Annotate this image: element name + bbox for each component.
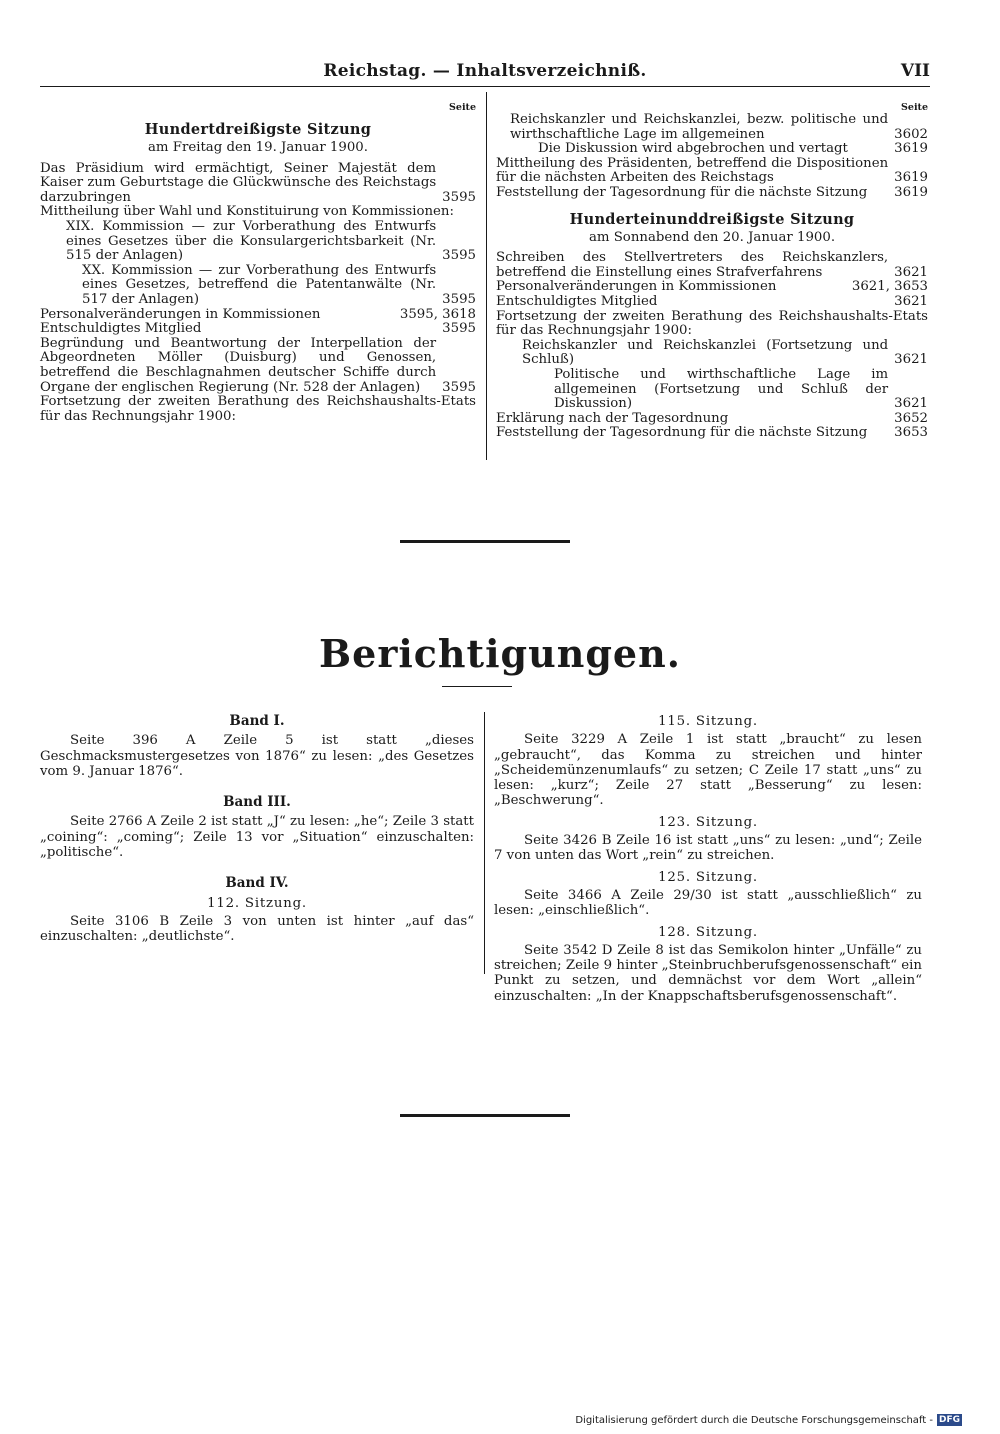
toc-entry-text: Das Präsidium wird ermächtigt, Seiner Majestät dem Kaiser zum Geburtstage die Glückwünsche des Reichstags darzubringen (40, 160, 437, 205)
correction-session-123: Seite 3426 B Zeile 16 ist statt „uns“ zu lesen: „und“; Zeile 7 von unten das Wort „rein“ zu streichen. (494, 833, 922, 864)
section-divider-rule (400, 540, 570, 543)
session-date-131: am Sonnabend den 20. Januar 1900. (588, 229, 836, 245)
toc-right-entries (496, 251, 928, 441)
toc-entry-text: Feststellung der Tagesordnung für die nächste Sitzung (496, 425, 868, 441)
toc-entry-text: Entschuldigtes Mitglied (40, 321, 202, 337)
toc-entry-page: 3621 (894, 396, 928, 412)
toc-entry-page: 3621 (894, 352, 928, 368)
session-title-131: Hunderteinunddreißigste Sitzung (569, 210, 855, 228)
page-number: VII (900, 61, 930, 81)
correction-band-3: Seite 2766 A Zeile 2 ist statt „J“ zu lesen: „he“; Zeile 3 statt „coining“: „coming“; Zeile 13 vor „Situation“ einzuschalten: „politische“. (40, 814, 474, 861)
session-date-130: am Freitag den 19. Januar 1900. (148, 140, 368, 155)
footer-credit-text: Digitalisierung gefördert durch die Deutsche Forschungsgemeinschaft - (575, 1414, 933, 1426)
session-sub-112: 112. Sitzung. (207, 895, 307, 911)
footer-credit (575, 1414, 962, 1426)
toc-entry (496, 412, 928, 427)
toc-entry (496, 280, 928, 295)
dfg-logo-icon: DFG (938, 1415, 960, 1425)
toc-entry-text: Begründung und Beantwortung der Interpellation der Abgeordneten Möller (Duisburg) und Genossen, betreffend die Beschlagnahmen deutscher Schiffe durch Organe der englischen Regierung (Nr. 528 der Anlagen) (40, 335, 437, 395)
toc-entry-page: 3621 (894, 264, 928, 280)
corrections-title: Berichtigungen. (319, 631, 681, 676)
toc-entry-text: XX. Kommission — zur Vorberathung des Entwurfs eines Gesetzes, betreffend die Patentanwälte (Nr. 517 der Anlagen) (82, 262, 437, 307)
end-divider-rule (400, 1114, 570, 1117)
toc-entry-text: Fortsetzung der zweiten Berathung des Reichshaushalts-Etats für das Rechnungsjahr 1900: (40, 394, 476, 424)
toc-entry-page: 3595 (442, 248, 476, 264)
toc-entry (40, 264, 476, 308)
corrections-right-column (494, 712, 922, 1010)
toc-entry (40, 395, 476, 424)
toc-left-column (40, 102, 476, 424)
toc-entry (496, 368, 928, 412)
toc-entry (496, 142, 928, 157)
seite-label: Seite (449, 102, 476, 113)
toc-entry-page: 3621 (894, 293, 928, 309)
toc-entry (40, 337, 476, 395)
toc-entry-text: Reichskanzler und Reichskanzlei, bezw. politische und wirthschaftliche Lage im allgemeinen (510, 112, 889, 142)
column-divider-bottom (484, 712, 485, 974)
toc-entry-page: 3653 (894, 425, 928, 441)
toc-entry-page: 3619 (894, 170, 928, 186)
toc-entry-text: Fortsetzung der zweiten Berathung des Reichshaushalts-Etats für das Rechnungsjahr 1900: (496, 308, 928, 339)
volume-title-band-1: Band I. (229, 713, 285, 729)
toc-entry (496, 310, 928, 339)
toc-entry-page: 3595 (442, 321, 476, 337)
toc-entry-text: Politische und wirthschaftliche Lage im allgemeinen (Fortsetzung und Schluß der Diskussion) (554, 366, 889, 412)
corrections-left-column (40, 712, 474, 961)
correction-session-128: Seite 3542 D Zeile 8 ist das Semikolon hinter „Unfälle“ zu streichen; Zeile 9 hinter „Steinbruchberufsgenossenschaft“ ein Punkt zu setzen, und demnächst vor dem Wort „allein“ einzuschalten: „In der Knappschaftsberufsgenossenschaft“. (494, 942, 922, 1004)
toc-entry (40, 322, 476, 337)
correction-band-1: Seite 396 A Zeile 5 ist statt „dieses Geschmacksmustergesetzes von 1876“ zu lesen: „des Gesetzes vom 9. Januar 1876“. (40, 733, 474, 779)
session-sub-123: 123. Sitzung. (658, 814, 758, 830)
title-underline (442, 686, 512, 687)
toc-entry-page: 3652 (894, 410, 928, 426)
toc-entry (496, 339, 928, 368)
toc-entry (496, 113, 928, 142)
toc-entry-text: Mittheilung über Wahl und Konstituirung von Kommissionen: (40, 204, 454, 220)
column-divider-top (486, 92, 487, 460)
toc-entry (40, 308, 476, 323)
session-sub-125: 125. Sitzung. (658, 869, 758, 885)
toc-entry (496, 426, 928, 441)
toc-entry (40, 205, 476, 220)
toc-entry-page: 3619 (894, 184, 928, 200)
running-title: Reichstag. — Inhaltsverzeichniß. (323, 61, 647, 81)
toc-entry-text: Personalveränderungen in Kommissionen (496, 279, 777, 295)
seite-label: Seite (901, 102, 928, 113)
toc-entry (496, 251, 928, 280)
toc-entry-page: 3595 (442, 189, 476, 205)
toc-entry (40, 162, 476, 206)
toc-entry-page: 3595 (442, 291, 476, 307)
correction-session-125: Seite 3466 A Zeile 29/30 ist statt „ausschließlich“ zu lesen: „einschließlich“. (494, 887, 922, 919)
session-sub-115: 115. Sitzung. (658, 714, 758, 729)
toc-entry (40, 220, 476, 264)
toc-entry-text: Die Diskussion wird abgebrochen und vertagt (538, 141, 848, 157)
session-title-130: Hundertdreißigste Sitzung (144, 121, 372, 138)
toc-entry-text: Schreiben des Stellvertreters des Reichskanzlers, betreffend die Einstellung eines Strafverfahrens (496, 250, 889, 280)
correction-session-112: Seite 3106 B Zeile 3 von unten ist hinter „auf das“ einzuschalten: „deutlichste“. (40, 913, 474, 945)
volume-title-band-4: Band IV. (225, 875, 289, 892)
toc-entry-text: Feststellung der Tagesordnung für die nächste Sitzung (496, 184, 868, 200)
toc-right-column (496, 102, 928, 441)
toc-right-continued-entries (496, 113, 928, 201)
toc-entry-text: Mittheilung des Präsidenten, betreffend die Dispositionen für die nächsten Arbeiten des Reichstags (496, 155, 889, 186)
correction-session-115: Seite 3229 A Zeile 1 ist statt „braucht“ zu lesen „gebraucht“, das Komma zu streichen und hinter „Scheidemünzenumlaufs“ zu setzen; C Zeile 17 statt „uns“ zu lesen: „kurz“; Zeile 27 statt „Besserung“ zu lesen: „Beschwerung“. (494, 732, 922, 809)
toc-entry-page: 3595 (442, 379, 476, 395)
toc-entry (496, 157, 928, 186)
toc-entry-page: 3619 (894, 141, 928, 157)
session-sub-128: 128. Sitzung. (658, 924, 758, 940)
toc-entry-text: Erklärung nach der Tagesordnung (496, 410, 729, 426)
toc-entry-page: 3602 (894, 126, 928, 142)
toc-entry-text: Entschuldigtes Mitglied (496, 293, 658, 309)
toc-entry (496, 295, 928, 310)
toc-entry-text: XIX. Kommission — zur Vorberathung des Entwurfs eines Gesetzes über die Konsulargerichtsbarkeit (Nr. 515 der Anlagen) (66, 218, 437, 264)
toc-left-entries (40, 162, 476, 425)
toc-entry-page: 3621, 3653 (851, 279, 928, 295)
volume-title-band-3: Band III. (223, 794, 291, 811)
toc-entry (496, 186, 928, 201)
toc-entry-text: Personalveränderungen in Kommissionen (40, 306, 321, 322)
toc-entry-page: 3595, 3618 (399, 306, 476, 322)
running-head (40, 60, 930, 87)
toc-entry-text: Reichskanzler und Reichskanzlei (Fortsetzung und Schluß) (522, 337, 889, 368)
